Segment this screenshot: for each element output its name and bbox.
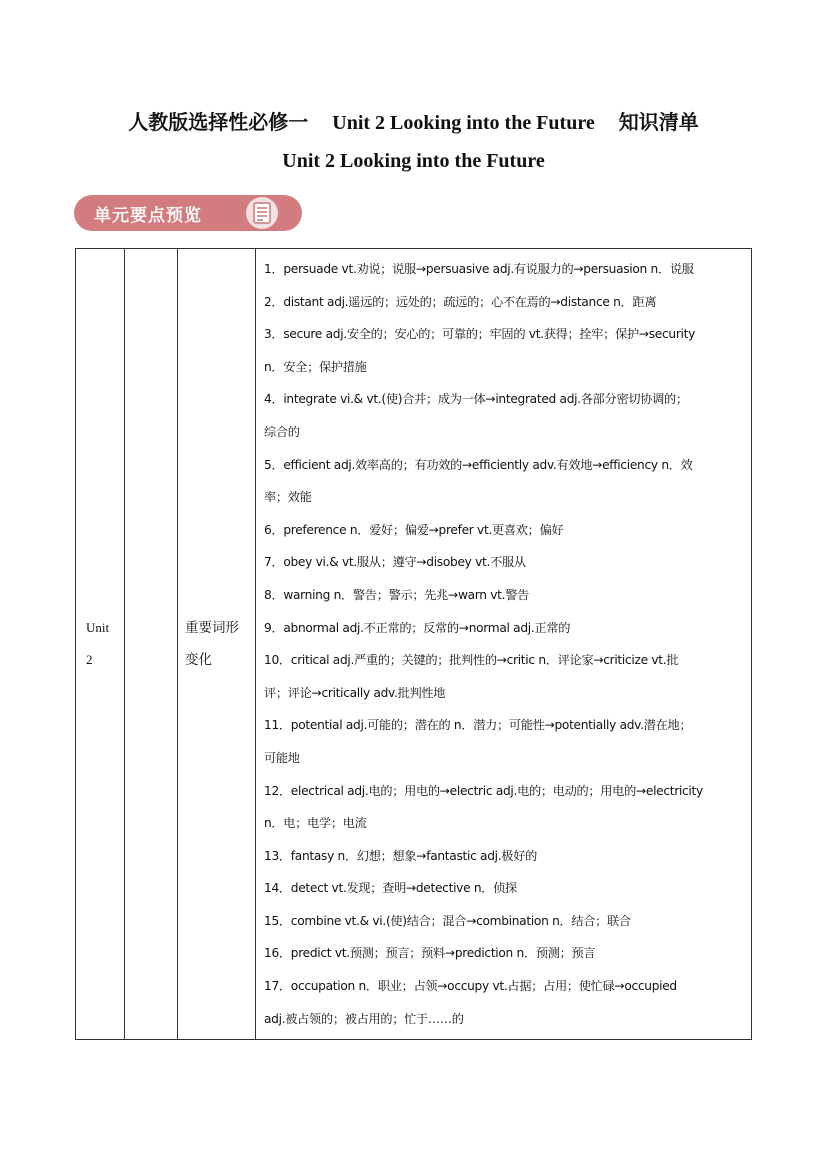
- list-item: 13．fantasy n．幻想；想象→fantastic adj.极好的: [264, 848, 537, 863]
- page-subtitle: Unit 2 Looking into the Future: [282, 150, 545, 172]
- category-cell: [178, 249, 256, 1040]
- list-item: 10．critical adj.严重的；关键的；批判性的→critic n．评论家→criticize vt.批: [264, 653, 679, 668]
- list-item: 率；效能: [264, 490, 312, 505]
- empty-cell: [125, 249, 178, 1040]
- list-item: 3．secure adj.安全的；安心的；可靠的；牢固的 vt.获得；拴牢；保护→security: [264, 327, 696, 342]
- vocabulary-table: [75, 248, 752, 1040]
- section-banner: [74, 195, 302, 231]
- list-item: 14．detect vt.发现；查明→detective n．侦探: [264, 881, 517, 896]
- list-item: 5．efficient adj.效率高的；有功效的→efficiently adv.有效地→efficiency n．效: [264, 457, 693, 472]
- list-item: 7．obey vi.& vt.服从；遵守→disobey vt.不服从: [264, 555, 526, 570]
- list-item: 8．warning n．警告；警示；先兆→warn vt.警告: [264, 587, 530, 602]
- category-line-2: 变化: [185, 652, 212, 668]
- list-item: 4．integrate vi.& vt.(使)合并；成为一体→integrated adj.各部分密切协调的；: [264, 392, 688, 407]
- list-item: 综合的: [264, 424, 300, 439]
- page-title: [0, 106, 827, 135]
- items-cell: [256, 249, 752, 1040]
- list-item: 9．abnormal adj.不正常的；反常的→normal adj.正常的: [264, 620, 571, 635]
- list-item: n．电；电学；电流: [264, 816, 367, 831]
- list-item: 12．electrical adj.电的；用电的→electric adj.电的；电动的；用电的→electricity: [264, 783, 703, 798]
- unit-label: Unit: [86, 620, 110, 635]
- word-list: [264, 249, 745, 1035]
- title-right: 知识清单: [618, 112, 699, 134]
- unit-number: 2: [86, 652, 93, 667]
- list-item: 6．preference n．爱好；偏爱→prefer vt.更喜欢；偏好: [264, 522, 564, 537]
- document-icon: [246, 197, 278, 229]
- list-item: 17．occupation n．职业；占领→occupy vt.占据；占用；使忙碌→occupied: [264, 979, 677, 994]
- list-item: n．安全；保护措施: [264, 359, 367, 374]
- table-row: [76, 249, 752, 1040]
- list-item: 15．combine vt.& vi.(使)结合；混合→combination n．结合；联合: [264, 913, 631, 928]
- unit-cell: [76, 249, 125, 1040]
- title-middle: Unit 2 Looking into the Future: [332, 112, 595, 134]
- category-line-1: 重要词形: [185, 620, 239, 636]
- title-left: 人教版选择性必修一: [128, 112, 309, 134]
- list-item: 2．distant adj.遥远的；远处的；疏远的；心不在焉的→distance n．距离: [264, 294, 657, 309]
- list-item: 评；评论→critically adv.批判性地: [264, 685, 446, 700]
- banner-label: 单元要点预览: [94, 205, 202, 226]
- list-item: 16．predict vt.预测；预言；预料→prediction n．预测；预言: [264, 946, 596, 961]
- list-item: 可能地: [264, 750, 300, 765]
- list-item: 1．persuade vt.劝说；说服→persuasive adj.有说服力的→persuasion n．说服: [264, 262, 694, 276]
- list-item: 11．potential adj.可能的；潜在的 n．潜力；可能性→potentially adv.潜在地；: [264, 718, 692, 733]
- list-item: adj.被占领的；被占用的；忙于……的: [264, 1011, 464, 1026]
